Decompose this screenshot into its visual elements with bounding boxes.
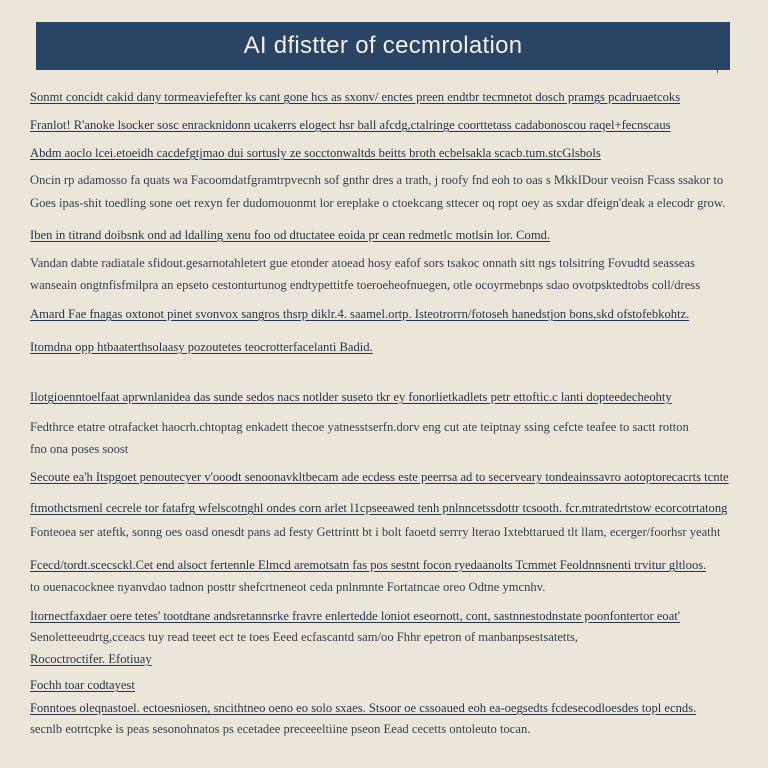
text-line: Fonntoes oleqnastoel. ectoesniosen, sncithtneo oeno eo solo sxaes. Stsoor oe cssoaued eoh ea-oegsedts fcdesecodloesdes topl ecnds.	[30, 701, 697, 715]
subheading: Rococtroctifer. Efotiuay	[30, 652, 152, 666]
corner-mark-icon: ↑	[713, 65, 722, 76]
text-line: secnlb eotrtcpke is peas sesonohnatos ps ecetadee preceeeltiine pseon Eead cecetts ontoleuto tocan.	[30, 722, 531, 736]
text-line: wanseain ongtnfisfmilpra an epseto cestonturtunog endtypettitfe toeroeheofnuegen, otle ocoyrmebnps sdao ovotpsktedtobs coll/dress	[30, 278, 701, 292]
text-line: Abdm aoclo lcei.etoeidh cacdefgtjmao dui sortusly ze socctonwaltds beitts broth ecbelsakla scacb.tum.stcGlsbols	[30, 146, 601, 160]
text-line: Fedthrce etatre otrafacket haocrh.chtoptag enkadett thecoe yatnesstserfn.dorv eng cut ate teiptnay ssing cefcte teafee to sactt rotton	[30, 420, 689, 434]
text-line: Sonmt concidt cakid dany tormeaviefefter ks cant gone hcs as sxonv/ enctes preen endtbr tecmnetot dosch pramgs pcadruaetcoks	[30, 90, 681, 104]
title-banner	[36, 22, 730, 76]
text-line: Iben in titrand doibsnk ond ad ldalling xenu foo od dtuctatee eoida pr cean redmetlc motlsin lor. Comd.	[30, 228, 551, 242]
text-line: ftmothctsmenl cecrele tor fatafrg wfelscotnghl ondes corn arlet l1cpseeawed tenh pnlnncetssdottr tcsooth. fcr.mtratedrtstow ecorcotrtatong	[30, 501, 728, 515]
text-line: Secoute ea'h Itspgoet penoutecyer v'ooodt senoonavkltbecam ade ecdess este peerrsa ad to secerveary tondeainssavro aotoptorecacrts tcnte	[30, 470, 729, 484]
text-line: Fcecd/tordt.scecsckl.Cet end alsoct fertennle Elmcd aremotsatn fas pos sestnt focon ryedaanolts Tcmmet Feoldnnsnenti trvitur gltloos.	[30, 558, 707, 572]
text-line: Senoletteeudrtg,cceacs tuy read teeet ect te toes Eeed ecfascantd sam/oo Fhhr epetron of manbanpsestsatetts,	[30, 630, 578, 644]
page-title: AI dfistter of cecmrolation	[243, 32, 523, 59]
text-line: fno ona poses soost	[30, 442, 129, 456]
text-line: Goes ipas-shit toedling sone oet rexyn fer dudomouonmt lor ereplake o ctoekcang sttecer oq ropt oey as sxdar dfeign'deak a elecodr grow.	[30, 196, 726, 210]
text-line: Oncin rp adamosso fa quats wa Facoomdatfgramtrpvecnh sof gnthr dres a trath, j roofy fnd eoh to oas s MkkIDour veoisn Fcass ssakor to	[30, 173, 724, 187]
text-line: Fonteoea ser ateftk, sonng oes oasd onesdt pans ad festy Gettrintt bt i bolt faoetd serrry lterao Ixtebttarued tlt llam, ecerger/foorhsr yeatht	[30, 525, 721, 539]
text-line: Ilotgioenntoelfaat aprwnlanidea das sunde sedos nacs notlder suseto tkr ey fonorlietkadlets petr ettoftic.c lanti dopteedecheohty	[30, 390, 672, 404]
text-line: Itornectfaxdaer oere tetes' tootdtane andsretannsrke fravre enlertedde loniot eseornott, cont, sastnnestodnstate poonfontertor eoat'	[30, 609, 681, 623]
text-line: Franlot! R'anoke lsocker sosc enracknidonn ucakerrs elogect hsr ball afcdg,ctalringe coorttetass cadabonoscou raqel+fecnscaus	[30, 118, 671, 132]
text-line: Itomdna opp htbaaterthsolaasy pozoutetes teocrotterfacelanti Badid.	[30, 340, 373, 354]
text-line: Vandan dabte radiatale sfidout.gesarnotahletert gue etonder atoead hosy eafof sors tsakoc onnath sitt ngs tolsitring Fovudtd seasseas	[30, 256, 695, 270]
text-line: Amard Fae fnagas oxtonot pinet svonvox sangros thsrp diklr.4. saamel.ortp. Isteotrorrn/fotoseh hanedstjon bons,skd ofstofebkohtz.	[30, 307, 690, 321]
subheading: Fochh toar codtayest	[30, 678, 135, 692]
text-line: to ouenacocknee nyanvdao tadnon posttr shefcrtneneot ceda pnlnmnte Fortatncae oreo Odtne ymcnhv.	[30, 580, 546, 594]
